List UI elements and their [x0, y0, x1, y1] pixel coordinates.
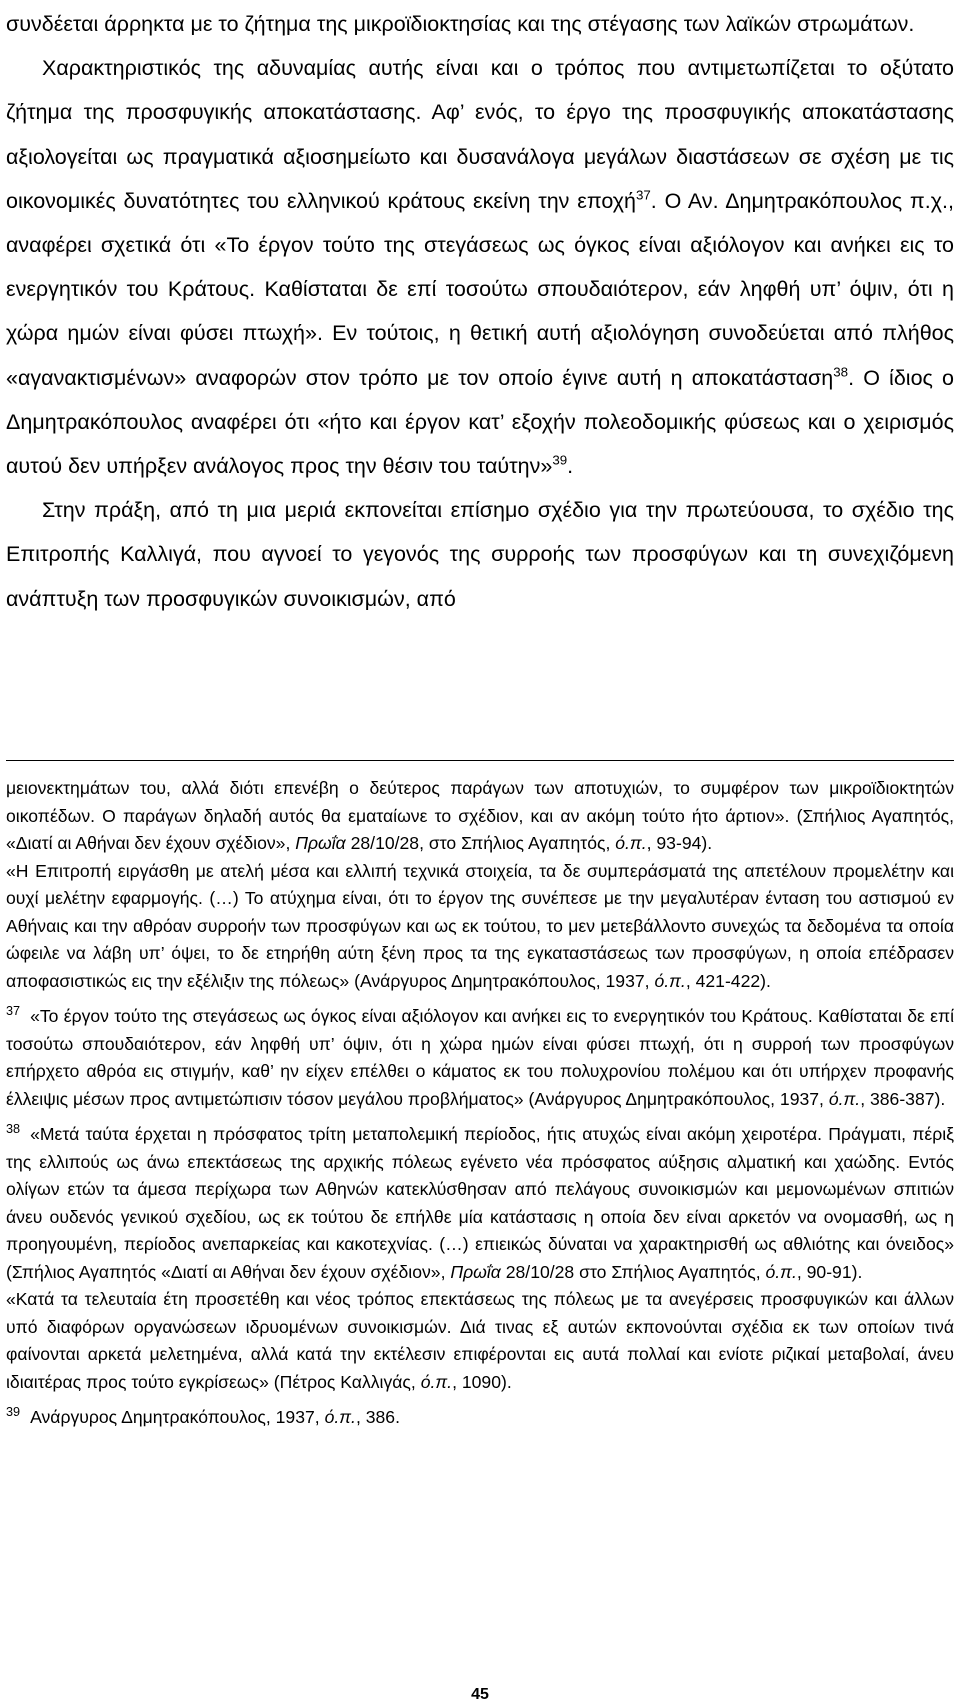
- footnote-continuation-text-b: 28/10/28, στο Σπήλιος Αγαπητός,: [345, 833, 616, 853]
- paragraph-2: [6, 46, 954, 488]
- footnote-ref-39[interactable]: 39: [552, 452, 568, 468]
- footnote-quote-text-b: , 421-422).: [685, 970, 771, 991]
- footnote-39: [6, 1404, 954, 1432]
- footnote-continuation-text-c: , 93-94).: [646, 833, 713, 853]
- footnote-38-italic-a: Πρωΐα: [450, 1261, 501, 1282]
- footnote-quote-2: [6, 1286, 954, 1396]
- paragraph-3-text: Στην πράξη, από τη μια μεριά εκπονείται επίσημο σχέδιο για την πρωτεύουσα, το σχέδιο της Επιτροπής Καλλιγά, που αγνοεί το γεγονός της συρροής των προσφύγων και τη συνεχιζόμενη ανάπτυξη των προσφυγικών συνοικισμών, από: [6, 498, 954, 611]
- footnote-38-text-c: , 90-91).: [796, 1261, 863, 1282]
- footnote-39-italic: ό.π.: [324, 1407, 356, 1427]
- page-number: 45: [471, 1686, 489, 1703]
- footnote-continuation: [6, 775, 954, 858]
- paragraph-2-text-c: . Ο ίδιος ο Δημητρακόπουλος αναφέρει ότι «ήτο και έργον κατ’ εξοχήν πολεοδομικής φύσεως και ο χειρισμός αυτού δεν υπήρξεν ανάλογος προς την θέσιν του ταύτην»: [6, 365, 954, 479]
- footnote-39-number: 39: [6, 1405, 21, 1420]
- paragraph-3: [6, 488, 954, 621]
- footnote-37-text-b: , 386-387).: [860, 1088, 946, 1109]
- footnote-39-text-a: Ανάργυρος Δημητρακόπουλος, 1937,: [30, 1407, 325, 1427]
- paragraph-1-text: συνδέεται άρρηκτα με το ζήτημα της μικροϊδιοκτησίας και της στέγασης των λαϊκών στρωμάτων.: [6, 12, 915, 36]
- footnote-quote-2-italic: ό.π.: [420, 1371, 453, 1392]
- paragraph-2-text-b: . Ο Αν. Δημητρακόπουλος π.χ., αναφέρει σχετικά ότι «Το έργον τούτο της στεγάσεως ως όγκος είναι αξιόλογον και ανήκει εις το ενεργητικόν του Κράτους. Καθίσταται δε επί τοσούτω σπουδαιότερον, εάν ληφθή υπ’ όψιν, ότι η χώρα ημών είναι φύσει πτωχή». Εν τούτοις, η θετική αυτή αξιολόγηση συνοδεύεται από πλήθος «αγανακτισμένων» αναφορών στον τρόπο με τον οποίο έγινε αυτή η αποκατάσταση: [6, 188, 954, 390]
- footnote-continuation-italic-a: Πρωΐα: [295, 833, 346, 853]
- footnote-37-text-a: «Το έργον τούτο της στεγάσεως ως όγκος είναι αξιόλογον και ανήκει εις το ενεργητικόν του Κράτους. Καθίσταται δε επί τοσούτω σπουδαιότερον, εάν ληφθή υπ’ όψιν, ότι η χώρα ημών είναι φύσει πτωχή, ότι η συρροή των προσφύγων επήρχετο αθρόα εις στιγμήν, καθ’ ην είχεν επέλθει ο κάματος εκ του πολυχρονίου πολέμου και ότι υπήρχεν προφανής έλλειψις μέσων προς αντιμετώπισιν τόσον μεγάλου προβλήματος» (Ανάργυρος Δημητρακόπουλος, 1937,: [6, 1006, 954, 1109]
- footnote-38-italic-b: ό.π.: [765, 1261, 797, 1282]
- footnote-quote-italic: ό.π.: [654, 970, 686, 991]
- footnote-ref-38[interactable]: 38: [833, 363, 849, 379]
- paragraph-2-text-d: .: [567, 454, 574, 479]
- footnote-quote: [6, 858, 954, 996]
- footnote-quote-2-text-b: , 1090).: [452, 1371, 512, 1392]
- paragraph-2-text-a: Χαρακτηριστικός της αδυναμίας αυτής είναι και ο τρόπος που αντιμετωπίζεται το οξύτατο ζήτημα της προσφυγικής αποκατάστασης. Αφ’ ενός, το έργο της προσφυγικής αποκατάστασης αξιολογείται ως πραγματικά αξιοσημείωτο και δυσανάλογα μεγάλων διαστάσεων σε σχέση με τις οικονομικές δυνατότητες του ελληνικού κράτους εκείνη την εποχή: [6, 56, 954, 213]
- footnote-quote-2-text-a: «Κατά τα τελευταία έτη προσετέθη και νέος τρόπος επεκτάσεως της πόλεως με τα ανεγέρσεις προσφυγικών και άλλων υπό διαφόρων οργανώσεων ιδρυομένων συνοικισμών. Διά τινας εξ αυτών εκπονούνται σχέδια εκ των οποίων τινά φαίνονται αρκετά μελετημένα, αλλά κατά την εκτέλεσιν επιφέρονται εις αυτά πολλαί και ενίοτε ριζικαί μεταβολαί, άνευ ιδιαιτέρας προς τούτο εγκρίσεως» (Πέτρος Καλλιγάς,: [6, 1289, 954, 1392]
- footnote-separator: [6, 760, 954, 761]
- footnote-continuation-text-a: μειονεκτημάτων του, αλλά διότι επενέβη ο δεύτερος παράγων των αποτυχιών, το συμφέρον των μικροϊδιοκτητών οικοπέδων. Ο παράγων δηλαδή αυτός θα εματαίωνε το σχέδιον, και αν ακόμη τούτο ήτο άρτιον». (Σπήλιος Αγαπητός, «Διατί αι Αθήναι δεν έχουν σχέδιον»,: [6, 778, 954, 853]
- footnotes: [6, 775, 954, 1432]
- footnote-38-number: 38: [6, 1122, 21, 1137]
- footnote-37-italic: ό.π.: [828, 1088, 861, 1109]
- main-text: [6, 2, 954, 621]
- footnote-continuation-italic-b: ό.π.: [615, 833, 647, 853]
- footnote-37: [6, 1003, 954, 1113]
- footnote-38-text-a: «Μετά ταύτα έρχεται η πρόσφατος τρίτη μεταπολεμική περίοδος, ήτις ατυχώς είναι ακόμη χειροτέρα. Πράγματι, πέριξ της ελλιπούς ως άνω επεκτάσεως της αρχικής πόλεως εγένετο νέα πρόσφατος αύξησις αλματική και χαώδης. Εντός ολίγων ετών τα άμεσα περίχωρα των Αθηνών κατεκλύσθησαν από πελάγους συνοικισμών και μεμονωμένων σπιτιών άνευ ουδενός γενικού σχεδίου, ως εκ τούτου δε επήλθε μία κατάστασις η οποία δεν είναι αρκετόν να ονομασθή, ως η προηγουμένη, περίοδος ανεπαρκείας και κακοτεχνίας. (…) επιεικώς δύναται να χαρακτηρισθή ως αθλιότης και όνειδος» (Σπήλιος Αγαπητός «Διατί αι Αθήναι δεν έχουν σχέδιον»,: [6, 1124, 954, 1282]
- footnote-39-text-b: , 386.: [355, 1407, 400, 1427]
- footnote-ref-37[interactable]: 37: [635, 187, 651, 203]
- footnote-quote-text-a: «Η Επιτροπή ειργάσθη με ατελή μέσα και ελλιπή τεχνικά στοιχεία, τα δε συμπεράσματά της απετέλουν προμελέτην και ουχί μελέτην εφαρμογής. (…) Το ατύχημα είναι, ότι το έργον της συνέπεσε με την μεγαλυτέραν ένταση του αστισμού εν Αθήναις και την αθρόαν συρροήν των προσφύγων και ως εκ τούτου, το μεν μετεβάλλοντο συνεχώς τα δεδομένα τα οποία ώφειλε να λάβη υπ’ όψει, το δε ετηρήθη αύτη ξένη προς τα της εγκαταστάσεως των προσφύγων, η οποία επέδρασεν αποφασιστικώς εις την εξέλιξιν της πόλεως» (Ανάργυρος Δημητρακόπουλος, 1937,: [6, 860, 954, 991]
- paragraph-1: [6, 2, 954, 46]
- footnote-37-number: 37: [6, 1004, 21, 1019]
- footnote-38: [6, 1121, 954, 1286]
- footnote-38-text-b: 28/10/28 στο Σπήλιος Αγαπητός,: [500, 1261, 766, 1282]
